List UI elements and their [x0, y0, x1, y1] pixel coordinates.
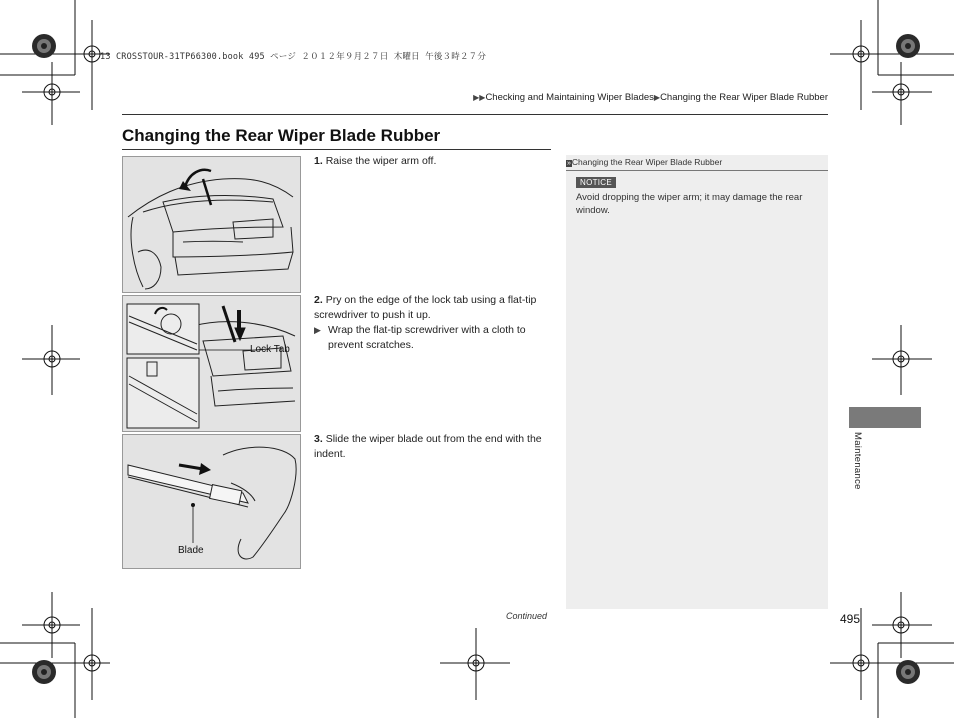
wiper-blade-illustration: [123, 435, 300, 568]
step-2-note: [314, 323, 554, 353]
page-number: 495: [840, 612, 861, 626]
sidebar-heading-text: Changing the Rear Wiper Blade Rubber: [571, 157, 723, 167]
step-1: [314, 154, 554, 169]
lock-tab-label: Lock Tab: [250, 344, 290, 355]
notice-badge: NOTICE: [576, 177, 616, 188]
step-1-number: 1.: [314, 155, 323, 167]
notice-text: Avoid dropping the wiper arm; it may damage the rear window.: [576, 192, 803, 216]
step-2: [314, 293, 554, 353]
breadcrumb-marker: ▶▶: [473, 93, 486, 102]
step-2-number: 2.: [314, 294, 323, 306]
figure-wiper-blade: [122, 434, 301, 569]
continued-label: Continued: [506, 611, 548, 621]
note-arrow-icon: ▶: [314, 325, 321, 335]
sidebar-heading-marker: »: [567, 160, 571, 167]
step-2-note-text: Wrap the flat-tip screwdriver with a cloth to prevent scratches.: [328, 324, 526, 351]
step-2-text: Pry on the edge of the lock tab using a flat-tip screwdriver to push it up.: [314, 294, 537, 321]
section-tab-label: Maintenance: [852, 432, 863, 490]
step-1-text: Raise the wiper arm off.: [325, 155, 437, 167]
figure-lock-tab: [122, 295, 301, 432]
section-tab: [849, 407, 921, 428]
step-3-number: 3.: [314, 433, 323, 445]
figure-raise-wiper-arm: [122, 156, 301, 293]
sidebar-heading: [566, 155, 828, 171]
title-rule: [122, 149, 551, 150]
sidebar-panel: [566, 155, 828, 609]
breadcrumb-section[interactable]: Checking and Maintaining Wiper Blades: [485, 92, 654, 103]
car-rear-illustration: [123, 157, 300, 292]
step-3-text: Slide the wiper blade out from the end with the indent.: [314, 433, 542, 460]
breadcrumb: [473, 92, 828, 103]
lock-tab-illustration: [123, 296, 300, 431]
print-info: 13 CROSSTOUR-31TP66300.book 495 ページ ２０１２年９月２７日 木曜日 午後３時２７分: [100, 52, 487, 62]
page-title: Changing the Rear Wiper Blade Rubber: [122, 126, 441, 145]
breadcrumb-page: Changing the Rear Wiper Blade Rubber: [660, 92, 828, 103]
header-rule: [122, 114, 828, 115]
breadcrumb-separator: ▶: [653, 93, 661, 102]
step-3: [314, 432, 554, 462]
blade-label: Blade: [178, 545, 204, 556]
